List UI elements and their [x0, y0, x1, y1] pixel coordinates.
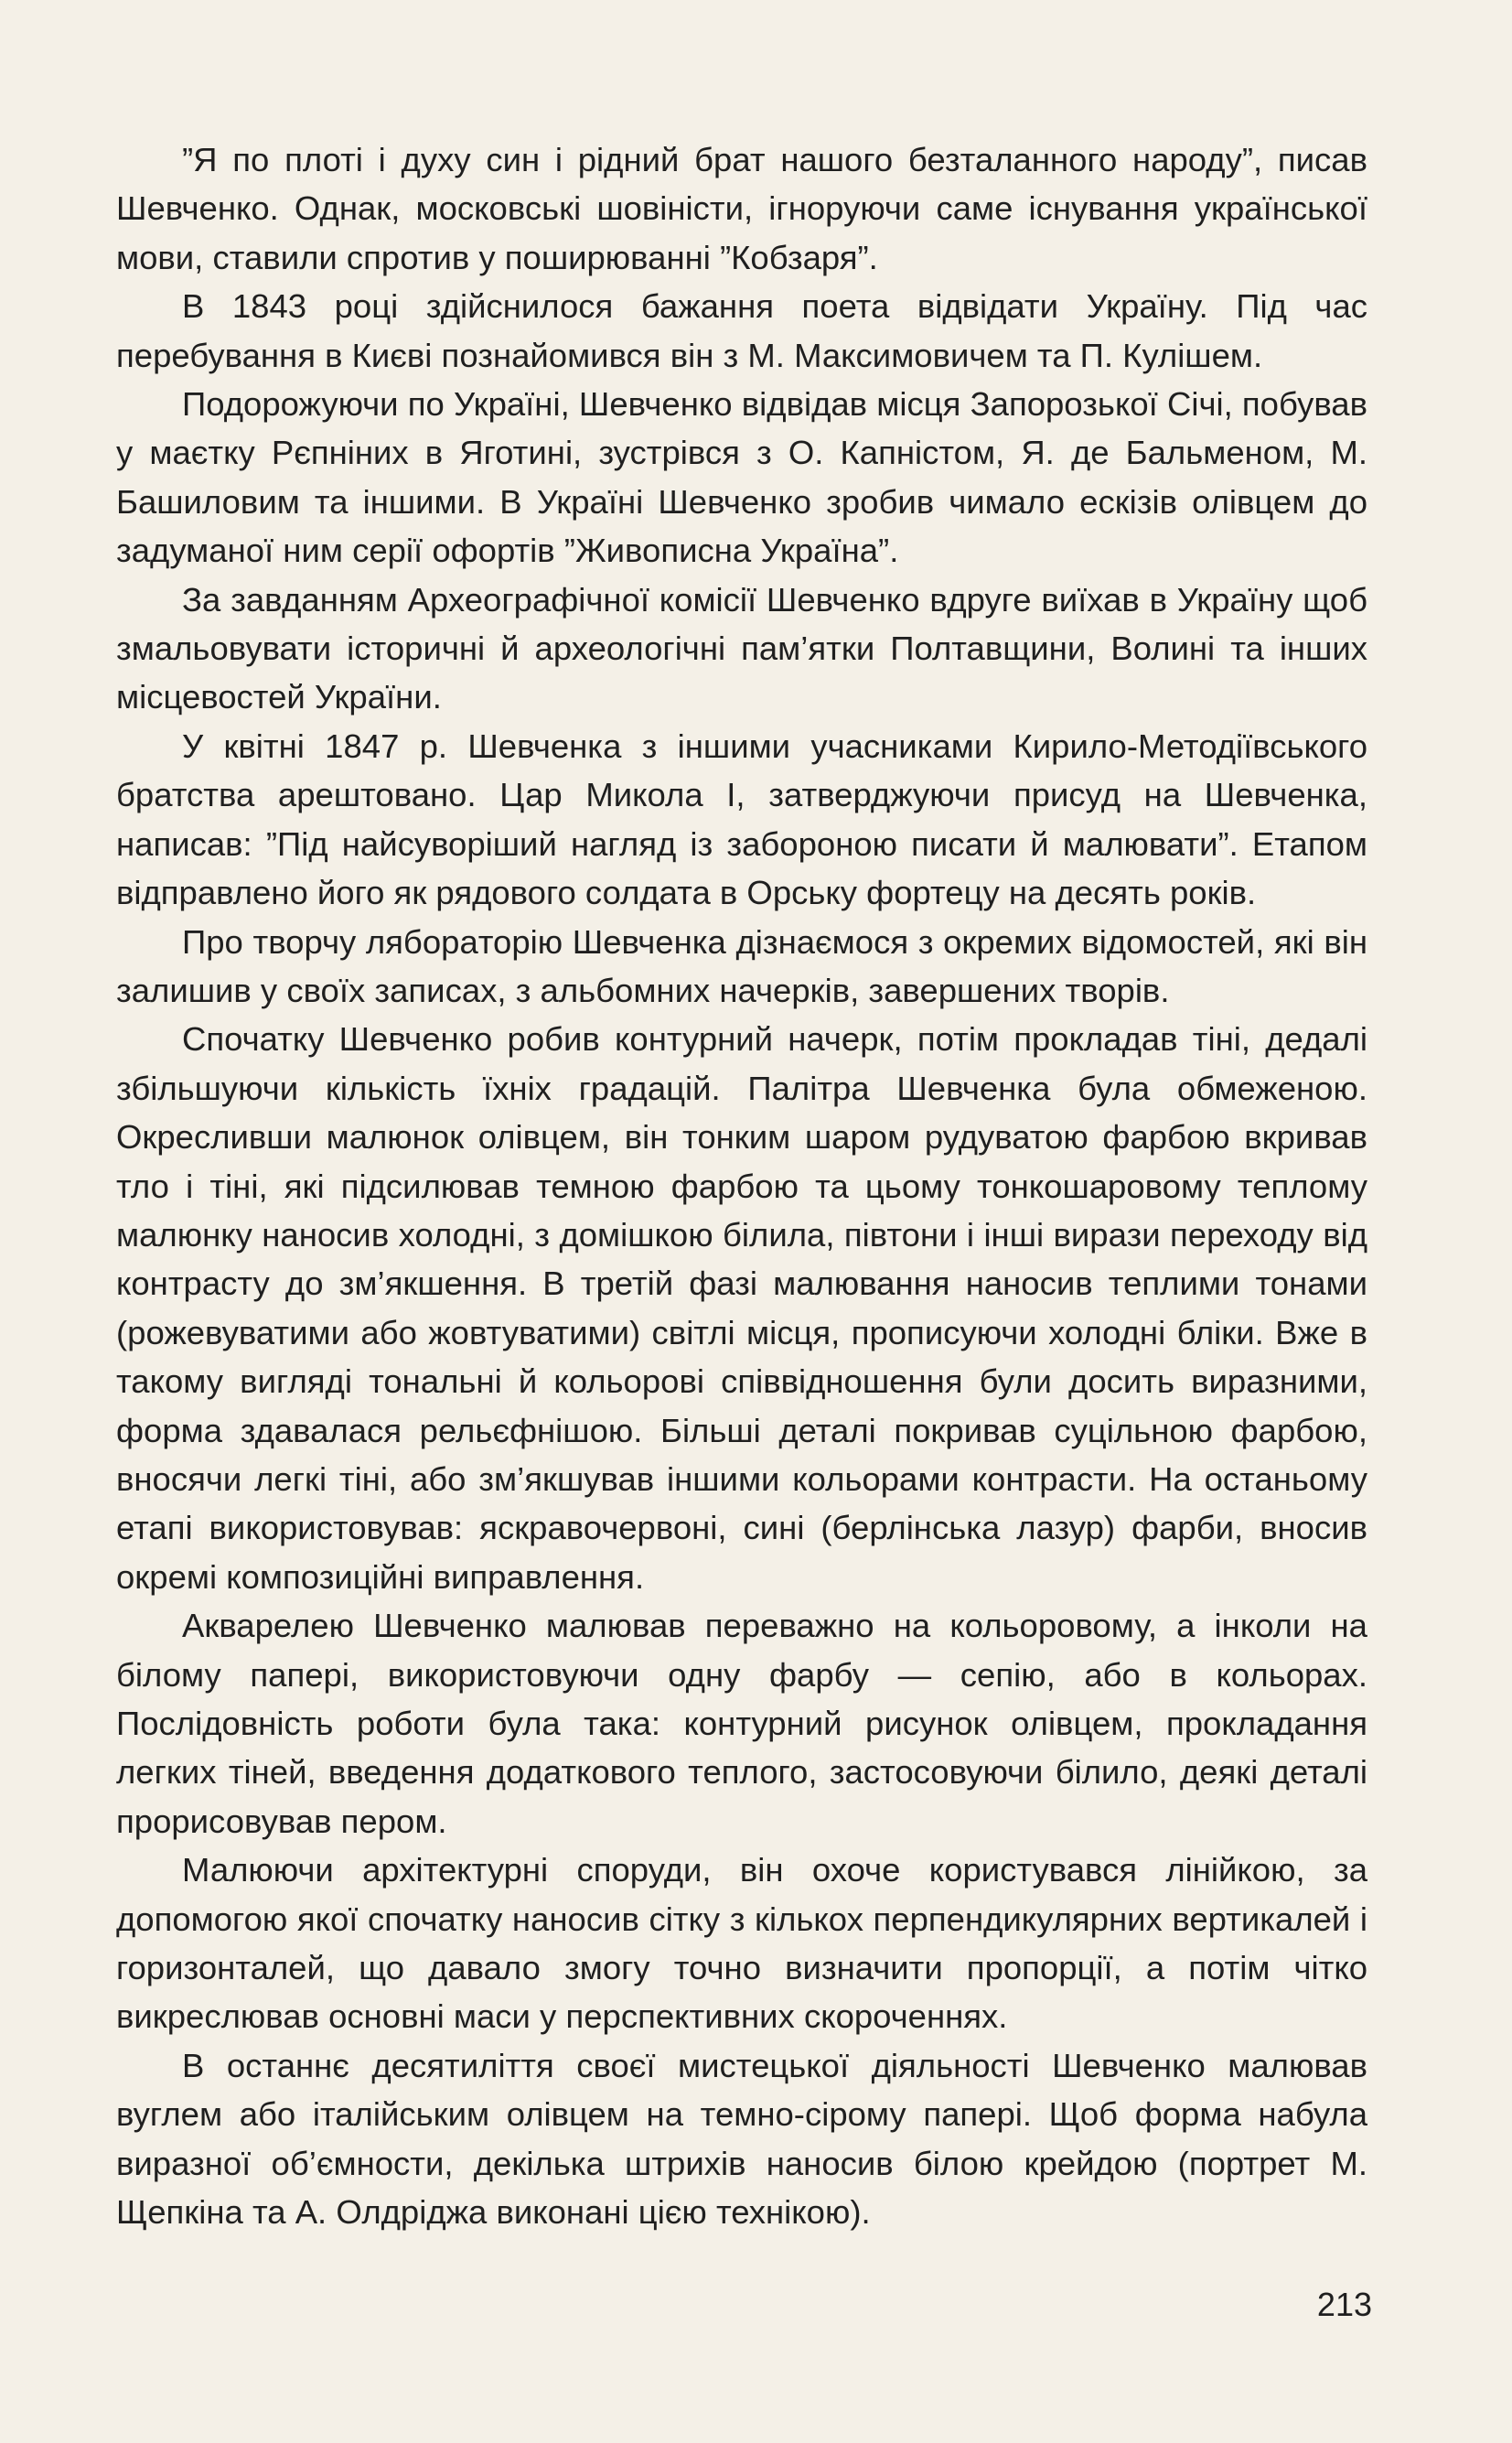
paragraph: Акварелею Шевченко малював переважно на кольоровому, а інколи на білому папері, використовуючи одну фарбу — сепію, або в кольорах. Послідовність роботи була така: контурний рисунок олівцем, прокладання легких тіней, введення додаткового теплого, застосовуючи білило, деякі деталі прорисовував пером. — [116, 1607, 1367, 1840]
paragraph: В 1843 році здійснилося бажання поета відвідати Україну. Під час перебування в Києві познайомився він з М. Максимовичем та П. Кулішем. — [116, 287, 1367, 374]
paragraph: У квітні 1847 р. Шевченка з іншими учасниками Кирило-Методіївського братства арештовано. Цар Микола І, затверджуючи присуд на Шевченка, написав: ”Під найсуворіший нагляд із забороною писати й малювати”. Етапом відправлено його як рядового солдата в Орську фортецу на десять років. — [116, 726, 1367, 912]
paragraph: Подорожуючи по Україні, Шевченко відвідав місця Запорозької Січі, побував у маєтку Рєпніних в Яготині, зустрівся з О. Капністом, Я. де Бальменом, М. Башиловим та іншими. В Україні Шевченко зробив чимало ескізів олівцем до задуманої ним серії офортів ”Живописна Україна”. — [116, 385, 1367, 570]
paragraph: В останнє десятиліття своєї мистецької діяльності Шевченко малював вуглем або італійським олівцем на темно-сірому папері. Щоб форма набула виразної об’ємности, декілька штрихів наносив білою крейдою (портрет М. Щепкіна та А. Олдріджа виконані цією технікою). — [116, 2046, 1367, 2232]
paragraph: ”Я по плоті і духу син і рідний брат нашого безталанного народу”, писав Шевченко. Однак, московські шовіністи, ігноруючи саме існування української мови, ставили спротив у поширюванні ”Кобзаря”. — [116, 141, 1367, 276]
paragraph: Малюючи архітектурні споруди, він охоче користувався лінійкою, за допомогою якої спочатку наносив сітку з кількох перпендикулярних вертикалей і горизонталей, що давало змогу точно визначити пропорції, а потім чітко викреслював основні маси у перспективних скороченнях. — [116, 1851, 1367, 2036]
body-text — [116, 135, 1367, 2236]
page-number: 213 — [1316, 2286, 1372, 2323]
paragraph: Спочатку Шевченко робив контурний начерк, потім прокладав тіні, дедалі збільшуючи кількість їхніх градацій. Палітра Шевченка була обмеженою. Окресливши малюнок олівцем, він тонким шаром рудуватою фарбою вкривав тло і тіні, які підсилював темною фарбою та цьому тонкошаровому теплому малюнку наносив холодні, з домішкою білила, півтони і інші вирази переходу від контрасту до зм’якшення. В третій фазі малювання наносив теплими тонами (рожевуватими або жовтуватими) світлі місця, прописуючи холодні бліки. Вже в такому вигляді тональні й кольорові співвідношення були досить виразними, форма здавалася рельєфнішою. Більші деталі покривав суцільною фарбою, вносячи легкі тіні, або зм’якшував іншими кольорами контрасти. На останьому етапі використовував: яскравочервоні, сині (берлінська лазур) фарби, вносив окремі композиційні виправлення. — [116, 1020, 1367, 1596]
paragraph: За завданням Археографічної комісії Шевченко вдруге виїхав в Україну щоб змальовувати історичні й археологічні пам’ятки Полтавщини, Волині та інших місцевостей України. — [116, 580, 1367, 716]
paragraph: Про творчу ляборaторію Шевченка дізнаємося з окремих відомостей, які він залишив у своїх записах, з альбомних начерків, завершених творів. — [116, 922, 1367, 1009]
